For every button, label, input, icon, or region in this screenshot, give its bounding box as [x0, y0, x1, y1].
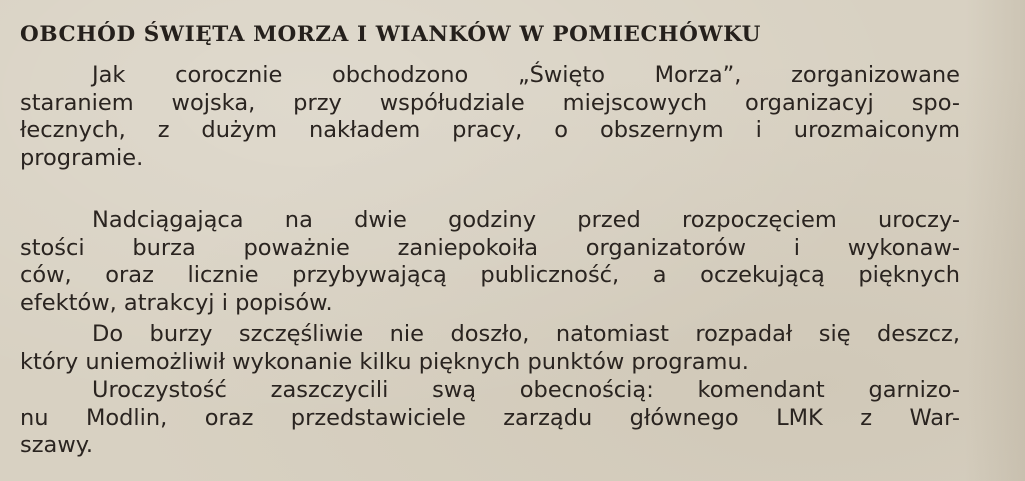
paragraph-line: programie. — [20, 144, 144, 171]
paragraph-line: nu Modlin, oraz przedstawiciele zarządu głównego LMK z War- — [20, 404, 960, 431]
paragraph-line: stości burza poważnie zaniepokoiła organizatorów i wykonaw- — [20, 234, 960, 261]
article-headline: OBCHÓD ŚWIĘTA MORZA I WIANKÓW W POMIECHÓWKU — [20, 22, 762, 47]
paragraph-line: Jak corocznie obchodzono „Święto Morza”, zorganizowane — [92, 62, 960, 88]
paragraph-line: Do burzy szczęśliwie nie doszło, natomiast rozpadał się deszcz, — [92, 321, 960, 347]
paragraph-line: który uniemożliwił wykonanie kilku pięknych punktów programu. — [20, 348, 749, 375]
paragraph-line: Uroczystość zaszczycili swą obecnością: komendant garnizo- — [92, 377, 960, 403]
article-paragraph-4 — [20, 377, 960, 460]
paragraph-line: ców, oraz licznie przybywającą publiczność, a oczekującą pięknych — [20, 262, 960, 288]
article-paragraph-1 — [20, 62, 960, 172]
paragraph-line: efektów, atrakcyj i popisów. — [20, 289, 333, 316]
article-paragraph-3 — [20, 321, 960, 376]
paragraph-line: łecznych, z dużym nakładem pracy, o obszernym i urozmaiconym — [20, 117, 960, 143]
paragraph-line: Nadciągająca na dwie godziny przed rozpoczęciem uroczy- — [92, 207, 960, 233]
article-paragraph-2 — [20, 207, 960, 317]
paragraph-line: staraniem wojska, przy współudziale miejscowych organizacyj spo- — [20, 89, 960, 116]
paragraph-line: szawy. — [20, 432, 93, 458]
article — [20, 18, 965, 458]
